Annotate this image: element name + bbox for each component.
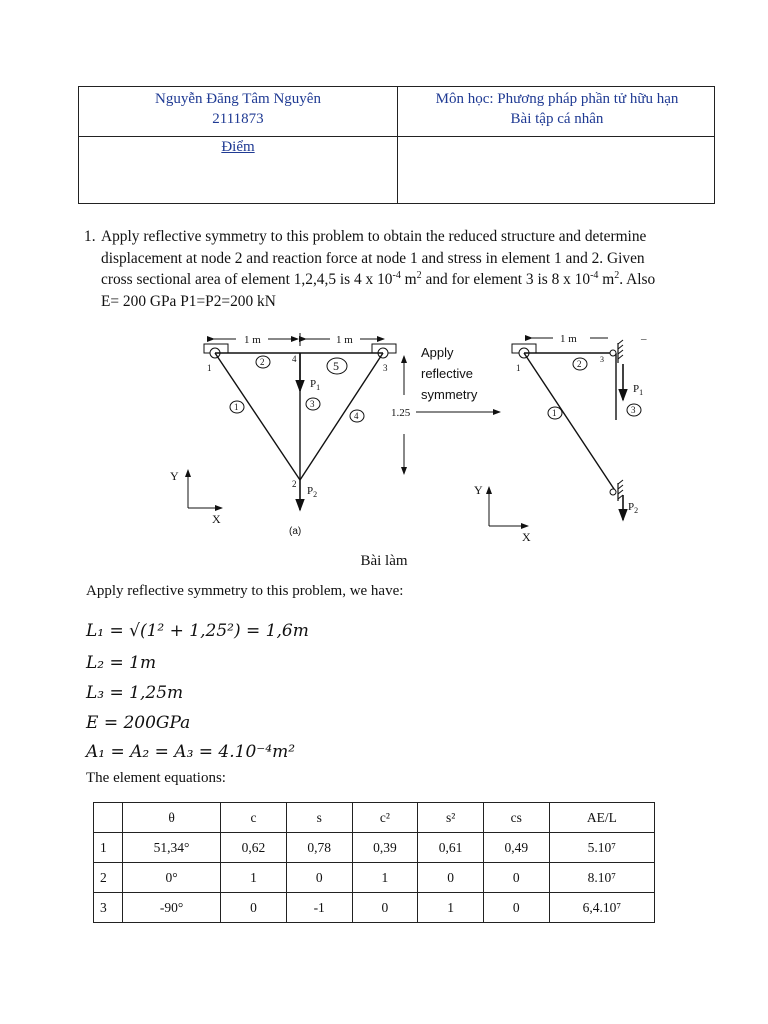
- table-header-cell: θ: [123, 803, 221, 833]
- table-cell: 1: [94, 833, 123, 863]
- load-p1-left: $P_1$: [310, 378, 321, 392]
- table-cell: 1: [352, 863, 418, 893]
- table-cell: 51,34°: [123, 833, 221, 863]
- table-cell: 8.10⁷: [549, 863, 654, 893]
- problem-line-3: cross sectional area of element 1,2,4,5 is 4 x $10^{-4}$ $m^2$ and for element 3 is 8 x $10^{-4}$ $m^2$. Also: [101, 269, 656, 288]
- axis-x-left: X: [212, 512, 221, 526]
- load-p1-right: $P_1$: [633, 383, 644, 397]
- table-row: [94, 893, 655, 923]
- student-info: [79, 89, 397, 129]
- element-label-1: 1: [234, 402, 239, 412]
- student-name: Nguyễn Đăng Tâm Nguyên: [155, 91, 321, 107]
- table-header-cell: cs: [483, 803, 549, 833]
- figure-caption: (a): [289, 526, 302, 537]
- reduced-node-3: 3: [600, 355, 604, 364]
- dim-reduced-1m: 1 m: [560, 333, 577, 345]
- dim-dash: –: [641, 333, 647, 345]
- table-cell: 0°: [123, 863, 221, 893]
- equation-E: E = 200GPa: [86, 713, 191, 733]
- table-header-cell: c²: [352, 803, 418, 833]
- equation-L3: L₃ = 1,25m: [86, 683, 184, 703]
- table-cell: -1: [286, 893, 352, 923]
- table-header-cell: s²: [418, 803, 484, 833]
- table-cell: 0: [418, 863, 484, 893]
- table-cell: -90°: [123, 893, 221, 923]
- table-cell: 1: [418, 893, 484, 923]
- student-id: 2111873: [212, 111, 264, 127]
- member-4: [300, 353, 383, 480]
- element-label-4: 4: [354, 411, 359, 421]
- dim-right-1m: 1 m: [336, 334, 353, 346]
- table-cell: 3: [94, 893, 123, 923]
- node-2: 2: [292, 479, 297, 489]
- element-label-2: 2: [260, 357, 265, 367]
- problem-number: 1.: [84, 228, 96, 245]
- reduced-structure: [474, 333, 647, 544]
- load-p2-left: $P_2$: [307, 485, 318, 499]
- element-label-3: 3: [310, 399, 315, 409]
- solution-heading: Bài làm: [360, 553, 408, 569]
- equation-L2: L₂ = 1m: [86, 653, 157, 673]
- element-label-5: 5: [333, 359, 339, 373]
- table-cell: 0,62: [221, 833, 287, 863]
- equation-A: A₁ = A₂ = A₃ = 4.10⁻⁴m²: [86, 742, 296, 762]
- problem-line-4: E= 200 GPa P1=P2=200 kN: [101, 292, 276, 310]
- table-cell: 0: [286, 863, 352, 893]
- original-structure: [170, 333, 411, 537]
- problem-line-2: displacement at node 2 and reaction force at node 1 and stress in element 1 and 2. Given: [101, 249, 645, 267]
- node-1: 1: [207, 363, 212, 373]
- table-header-cell: s: [286, 803, 352, 833]
- table-cell: 0: [221, 893, 287, 923]
- member-1: [215, 353, 300, 480]
- table-cell: 5.10⁷: [549, 833, 654, 863]
- axis-y-left: Y: [170, 469, 179, 483]
- table-row: [94, 833, 655, 863]
- reduced-node-1: 1: [516, 363, 521, 373]
- equation-L1: L₁ = √(1² + 1,25²) = 1,6m: [86, 621, 309, 641]
- table-cell: 0,61: [418, 833, 484, 863]
- table-cell: 0,39: [352, 833, 418, 863]
- element-equations-label: The element equations:: [86, 770, 226, 786]
- truss-figure: [150, 318, 670, 546]
- symmetry-arrow: [416, 345, 500, 412]
- table-cell: 2: [94, 863, 123, 893]
- score-label: Điểm: [221, 139, 255, 155]
- load-p2-right: $P_2$: [628, 501, 639, 515]
- table-header-cell: c: [221, 803, 287, 833]
- arrow-label-line-1: Apply: [421, 345, 454, 360]
- problem-statement: [84, 226, 709, 312]
- reduced-element-1: 1: [552, 408, 557, 418]
- arrow-label-line-2: reflective: [421, 366, 474, 381]
- arrow-label-line-3: symmetry: [421, 387, 478, 402]
- dim-left-1m: 1 m: [244, 334, 261, 346]
- node-3: 3: [383, 363, 388, 373]
- problem-line-1: Apply reflective symmetry to this problem to obtain the reduced structure and determine: [101, 228, 647, 245]
- table-header-cell: AE/L: [549, 803, 654, 833]
- header-table: [78, 86, 715, 204]
- axis-y-right: Y: [474, 483, 483, 497]
- reduced-element-3: 3: [631, 405, 636, 415]
- node-4: 4: [292, 354, 297, 364]
- axis-x-right: X: [522, 530, 531, 544]
- table-cell: 6,4.10⁷: [549, 893, 654, 923]
- assignment-type: Bài tập cá nhân: [510, 111, 604, 127]
- table-cell: 0: [483, 893, 549, 923]
- element-table: [93, 802, 655, 923]
- table-cell: 0,49: [483, 833, 549, 863]
- table-header-row: [94, 803, 655, 833]
- table-cell: 0: [352, 893, 418, 923]
- dim-height: 1.25: [391, 407, 411, 419]
- course-name: Môn học: Phương pháp phần tử hữu hạn: [435, 91, 679, 107]
- course-info: [398, 89, 716, 129]
- table-cell: 1: [221, 863, 287, 893]
- table-cell: 0,78: [286, 833, 352, 863]
- table-header-cell: [94, 803, 123, 833]
- table-row: [94, 863, 655, 893]
- reduced-element-2: 2: [577, 359, 582, 369]
- solution-intro: Apply reflective symmetry to this problem, we have:: [86, 583, 404, 599]
- table-cell: 0: [483, 863, 549, 893]
